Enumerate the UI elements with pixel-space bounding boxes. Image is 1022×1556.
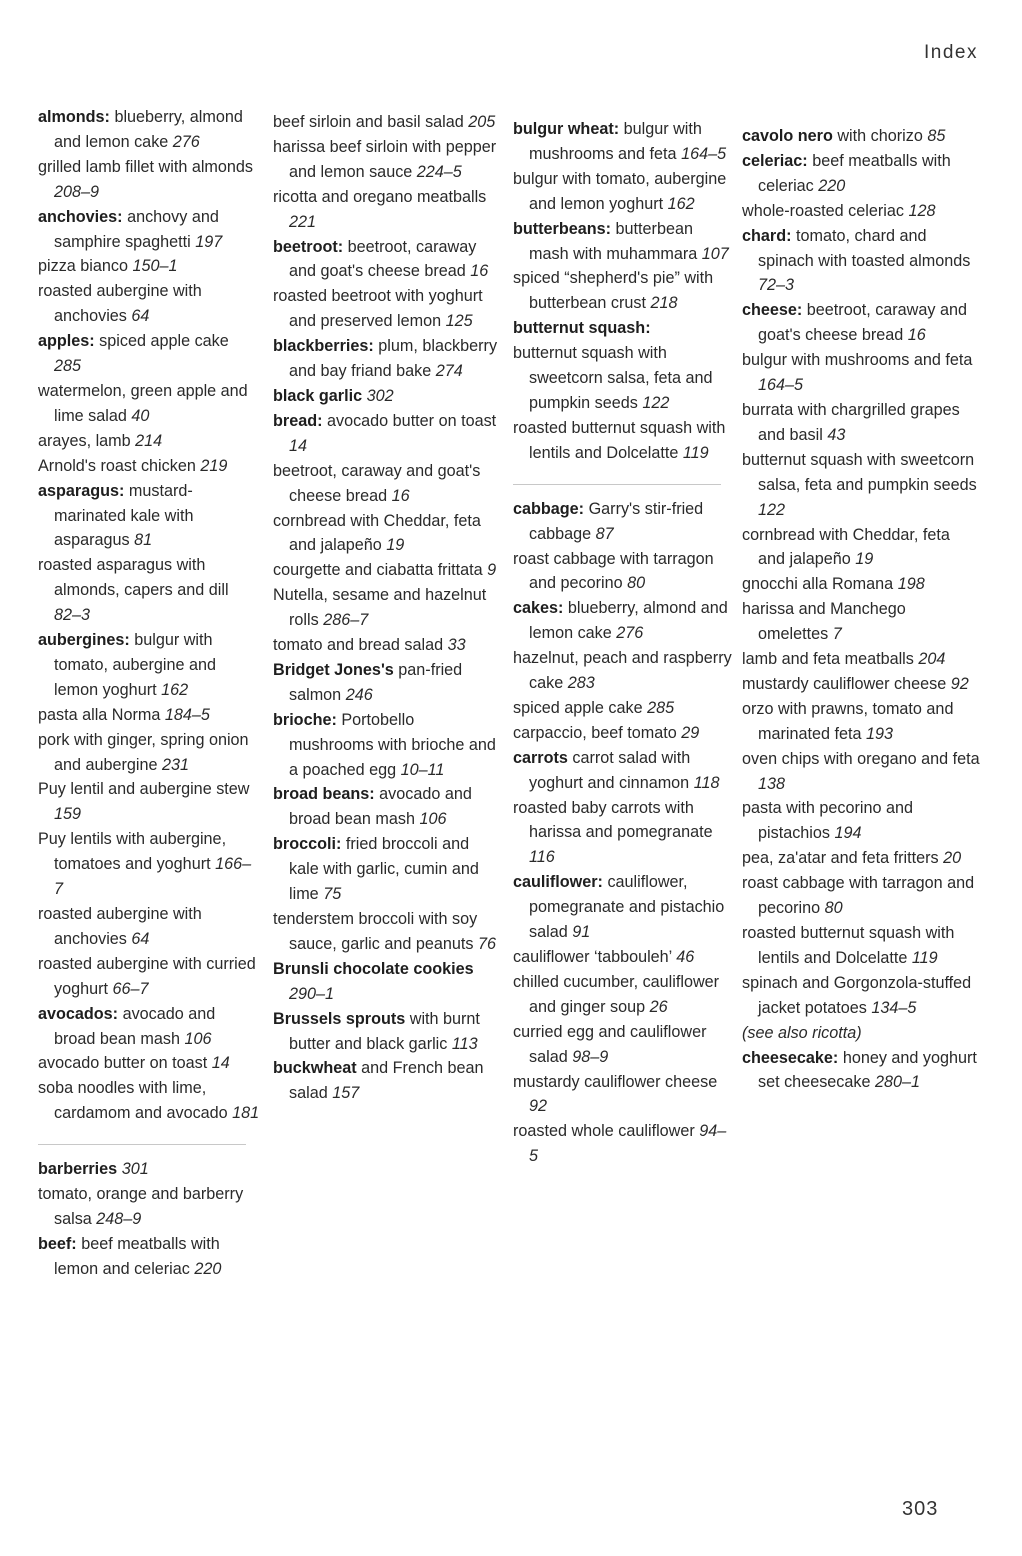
index-subentry-text: with burnt butter and black garlic	[289, 1009, 480, 1053]
index-subentry-text: spiced apple cake	[99, 332, 229, 351]
index-entry	[273, 135, 503, 185]
index-subentry-text: bulgur with mushrooms and feta	[742, 351, 973, 370]
page-reference: 113	[451, 1034, 478, 1053]
index-entry	[742, 597, 980, 647]
index-entry	[742, 747, 980, 797]
index-term: almonds:	[38, 108, 115, 126]
section-divider	[513, 484, 721, 485]
index-subentry-text: roasted butternut squash with lentils and Dolcelatte	[742, 924, 955, 967]
page-reference: 197	[195, 232, 223, 251]
page-reference: 164–5	[758, 376, 804, 395]
index-entry	[38, 454, 260, 479]
index-entry	[273, 1007, 503, 1057]
index-subentry-text: harissa beef sirloin with pepper and lemon sauce	[273, 137, 497, 181]
page-reference: 150–1	[132, 257, 178, 276]
index-term: apples:	[38, 332, 100, 351]
page-reference: 33	[447, 636, 466, 655]
index-entry	[273, 832, 503, 907]
page-reference: 290–1	[289, 984, 335, 1003]
page-reference: 7	[832, 625, 842, 644]
page-reference: 40	[131, 406, 150, 425]
page-reference: 166–7	[54, 855, 252, 899]
index-entry	[38, 703, 260, 728]
index-entry	[38, 777, 260, 827]
page-reference: 76	[477, 934, 496, 953]
page-reference: 276	[616, 624, 644, 643]
page-reference: 301	[121, 1160, 149, 1179]
index-entry	[513, 341, 735, 416]
index-subentry-text: oven chips with oregano and feta	[742, 749, 980, 768]
page-reference: 20	[943, 849, 962, 868]
index-subentry-text: roast cabbage with tarragon and pecorino	[513, 549, 714, 593]
index-entry	[273, 633, 503, 658]
index-entry	[38, 379, 260, 429]
index-entry	[38, 429, 260, 454]
index-entry	[273, 110, 503, 135]
index-entry	[273, 583, 503, 633]
page-reference: 159	[54, 805, 82, 824]
index-entry	[38, 728, 260, 778]
index-column-4	[742, 124, 980, 1095]
index-entry	[513, 796, 735, 871]
index-subentry-text: with chorizo	[837, 127, 923, 145]
index-term: cauliflower:	[513, 873, 608, 892]
index-subentry-text: watermelon, green apple and lime salad	[38, 381, 248, 425]
index-term: cakes:	[513, 599, 568, 618]
index-entry	[513, 1119, 735, 1169]
index-entry	[513, 970, 735, 1020]
index-entry	[513, 646, 735, 696]
page-reference: 19	[855, 550, 874, 569]
page-reference: 198	[897, 575, 925, 594]
index-column-3	[513, 117, 735, 1169]
index-term: beef:	[38, 1234, 82, 1253]
index-entry	[742, 1046, 980, 1096]
page-reference: 85	[927, 127, 946, 145]
page-reference: 118	[693, 773, 720, 792]
page-reference: 193	[865, 724, 893, 743]
index-subentry-text: bulgur with tomato, aubergine and lemon yoghurt	[513, 169, 727, 213]
index-subentry-text: beetroot, caraway and goat's cheese bread	[273, 461, 481, 505]
page-reference: 92	[950, 674, 969, 693]
index-subentry-text: beetroot, caraway and goat's cheese bread	[758, 301, 967, 345]
index-subentry-text: chilled cucumber, cauliflower and ginger soup	[513, 972, 720, 1016]
page-reference: 218	[650, 294, 678, 313]
index-entry	[513, 316, 735, 341]
page-reference: 219	[200, 456, 228, 475]
index-entry	[273, 334, 503, 384]
page-reference: 248–9	[96, 1209, 142, 1228]
index-entry	[38, 329, 260, 379]
index-subentry-text: pizza bianco	[38, 257, 128, 276]
index-entry	[742, 348, 980, 398]
page-reference: 162	[161, 680, 189, 699]
page-reference: 98–9	[572, 1047, 609, 1066]
index-entry	[273, 708, 503, 783]
index-term: blackberries:	[273, 337, 379, 356]
index-term: bulgur wheat:	[513, 120, 624, 138]
index-entry	[742, 572, 980, 597]
index-subentry-text: anchovy and samphire spaghetti	[54, 207, 219, 251]
index-term: carrots	[513, 748, 573, 767]
page-reference: 280–1	[874, 1073, 920, 1092]
index-entry	[273, 459, 503, 509]
index-subentry-text: orzo with prawns, tomato and marinated feta	[742, 699, 954, 743]
index-subentry-text: roasted aubergine with anchovies	[38, 282, 202, 326]
page-reference: 66–7	[112, 979, 149, 998]
index-entry	[38, 479, 260, 554]
page-reference: 220	[194, 1259, 222, 1278]
index-subentry-text: spinach and Gorgonzola-stuffed jacket potatoes	[742, 973, 972, 1017]
index-entry	[742, 697, 980, 747]
page-reference: 29	[681, 723, 700, 742]
index-term: chard:	[742, 226, 796, 245]
page-reference: 162	[667, 194, 695, 213]
index-subentry-text: carrot salad with yoghurt and cinnamon	[529, 748, 691, 792]
page-reference: 285	[647, 698, 675, 717]
index-term: Brunsli chocolate cookies	[273, 959, 474, 978]
index-subentry-text: pasta with pecorino and pistachios	[742, 799, 913, 843]
index-subentry-text: roasted beetroot with yoghurt and preserved lemon	[273, 287, 483, 331]
index-entry	[38, 902, 260, 952]
index-subentry-text: cauliflower, pomegranate and pistachio salad	[529, 873, 725, 942]
index-term: bread:	[273, 411, 327, 430]
index-entry	[273, 658, 503, 708]
page-reference: 194	[834, 824, 862, 843]
index-subentry-text: pan-fried salmon	[289, 660, 463, 704]
page-reference: 208–9	[54, 182, 100, 201]
index-subentry-text: Nutella, sesame and hazelnut rolls	[273, 586, 487, 630]
page-reference: 80	[824, 899, 843, 918]
index-entry	[513, 547, 735, 597]
index-subentry-text: arayes, lamb	[38, 431, 131, 450]
index-subentry-text: Arnold's roast chicken	[38, 456, 196, 475]
index-subentry-text: avocado and broad bean mash	[54, 1004, 216, 1048]
index-entry	[742, 224, 980, 299]
index-entry	[273, 782, 503, 832]
page-reference: 80	[627, 574, 646, 593]
index-subentry-text: harissa and Manchego omelettes	[742, 600, 906, 644]
index-term: black garlic	[273, 386, 363, 405]
index-term: butterbeans:	[513, 219, 616, 238]
index-entry	[513, 266, 735, 316]
index-subentry-text: roast cabbage with tarragon and pecorino	[742, 874, 975, 918]
index-subentry-text: butterbean mash with muhammara	[529, 219, 698, 263]
index-subentry-text: avocado butter on toast	[326, 411, 497, 430]
page-reference: 181	[232, 1104, 260, 1123]
index-subentry-text: roasted baby carrots with harissa and pomegranate	[513, 798, 713, 842]
page-reference: 14	[289, 436, 308, 455]
page-reference: 122	[642, 393, 670, 412]
page-reference: 75	[323, 885, 342, 904]
index-subentry-text: carpaccio, beef tomato	[513, 723, 677, 742]
index-subentry-text: cauliflower ‘tabbouleh’	[513, 948, 672, 966]
index-term: avocados:	[38, 1004, 123, 1023]
page-reference: 81	[134, 531, 153, 550]
page-reference: 119	[911, 948, 938, 967]
index-entry	[742, 846, 980, 871]
index-subentry-text: whole-roasted celeriac	[742, 201, 904, 220]
index-subentry-text: roasted asparagus with almonds, capers and dill	[38, 556, 229, 600]
index-entry	[513, 746, 735, 796]
index-subentry-text: and French bean salad	[289, 1059, 484, 1103]
page-reference: 283	[567, 674, 595, 693]
index-subentry-text: pork with ginger, spring onion and aubergine	[38, 730, 249, 774]
index-entry	[742, 398, 980, 448]
index-term: Brussels sprouts	[273, 1009, 410, 1028]
page-reference: 157	[332, 1084, 360, 1103]
index-term: broccoli:	[273, 835, 346, 854]
index-entry	[742, 448, 980, 523]
index-entry	[273, 558, 503, 583]
index-entry	[513, 416, 735, 466]
index-entry	[38, 205, 260, 255]
index-subentry-text: courgette and ciabatta frittata	[273, 561, 483, 580]
page-reference: 43	[827, 425, 846, 444]
index-term: butternut squash:	[513, 319, 651, 338]
index-entry	[513, 696, 735, 721]
index-column-1	[38, 105, 260, 1282]
index-entry	[513, 721, 735, 746]
index-term: barberries	[38, 1160, 118, 1179]
index-term: beetroot:	[273, 237, 348, 256]
index-entry	[38, 1232, 260, 1282]
index-entry	[38, 1182, 260, 1232]
page-reference: 82–3	[54, 606, 91, 625]
index-entry	[273, 235, 503, 285]
index-subentry-text: Puy lentil and aubergine stew	[38, 780, 250, 799]
index-subentry-text: tomato and bread salad	[273, 636, 444, 655]
index-entry	[742, 523, 980, 573]
index-entry	[38, 279, 260, 329]
index-entry	[742, 971, 980, 1021]
page-reference: 107	[701, 244, 729, 263]
index-entry	[38, 628, 260, 703]
index-entry	[38, 553, 260, 628]
index-subentry-text: roasted aubergine with anchovies	[38, 905, 202, 948]
index-subentry-text: butternut squash with sweetcorn salsa, feta and pumpkin seeds	[742, 450, 977, 494]
running-header: Index	[924, 42, 978, 63]
page-reference: 164–5	[681, 144, 727, 163]
index-entry	[38, 254, 260, 279]
index-entry	[513, 596, 735, 646]
index-entry	[742, 921, 980, 971]
index-subentry-text: grilled lamb fillet with almonds	[38, 157, 254, 176]
index-entry	[38, 1076, 260, 1126]
index-term: asparagus:	[38, 481, 129, 500]
index-column-2	[273, 110, 503, 1106]
index-subentry-text: lamb and feta meatballs	[742, 650, 914, 669]
index-subentry-text: beef sirloin and basil salad	[273, 113, 464, 131]
index-term: cheese:	[742, 301, 807, 320]
index-subentry-text: butternut squash with sweetcorn salsa, feta and pumpkin seeds	[513, 344, 713, 412]
index-entry	[273, 409, 503, 459]
page-reference: 106	[184, 1029, 212, 1048]
index-entry	[38, 155, 260, 205]
index-subentry-text: gnocchi alla Romana	[742, 575, 894, 594]
page-reference: 10–11	[400, 760, 445, 779]
page-reference: 64	[131, 307, 150, 326]
index-subentry-text: mustardy cauliflower cheese	[513, 1072, 718, 1091]
index-entry	[273, 284, 503, 334]
index-entry	[38, 1002, 260, 1052]
page-reference: 72–3	[758, 276, 795, 295]
page-reference: 205	[468, 113, 496, 131]
index-entry	[742, 871, 980, 921]
page-reference: 64	[131, 929, 150, 948]
index-term: Bridget Jones's	[273, 660, 399, 679]
index-term: anchovies:	[38, 207, 128, 226]
page-reference: 184–5	[164, 705, 210, 724]
page-reference: 91	[572, 923, 591, 942]
index-entry	[513, 117, 735, 167]
index-entry	[273, 384, 503, 409]
page-reference: 274	[435, 362, 463, 381]
index-subentry-text: plum, blackberry and bay friand bake	[289, 337, 498, 381]
index-entry	[513, 870, 735, 945]
index-entry	[513, 1020, 735, 1070]
index-entry	[742, 199, 980, 224]
index-subentry-text: beef meatballs with celeriac	[758, 151, 951, 195]
page-reference: 92	[529, 1097, 548, 1116]
index-subentry-text: beef meatballs with lemon and celeriac	[54, 1234, 220, 1278]
page-reference: 116	[529, 848, 555, 867]
page-reference: 221	[289, 212, 317, 231]
page-reference: 26	[649, 997, 668, 1016]
page-reference: 16	[391, 486, 410, 505]
index-entry	[38, 1157, 260, 1182]
page-reference: 14	[211, 1054, 230, 1073]
page-reference: 128	[908, 201, 936, 220]
index-subentry-text: spiced “shepherd's pie” with butterbean crust	[513, 269, 714, 313]
index-entry	[273, 907, 503, 957]
page-reference: 276	[172, 132, 200, 151]
index-entry	[742, 149, 980, 199]
index-subentry-text: soba noodles with lime, cardamom and avocado	[38, 1079, 228, 1123]
page-reference: 87	[595, 524, 614, 543]
index-subentry-text: beetroot, caraway and goat's cheese bread	[289, 237, 477, 281]
index-subentry-text: tenderstem broccoli with soy sauce, garlic and peanuts	[273, 910, 478, 953]
index-subentry-text: spiced apple cake	[513, 698, 643, 717]
index-subentry-text: bulgur with tomato, aubergine and lemon yoghurt	[54, 631, 216, 699]
index-term: aubergines:	[38, 631, 135, 650]
index-entry	[38, 952, 260, 1002]
index-entry	[513, 497, 735, 547]
page-reference: 46	[676, 948, 695, 966]
page-reference: 286–7	[323, 611, 369, 630]
page-number: 303	[902, 1498, 939, 1520]
index-subentry-text: blueberry, almond and lemon cake	[529, 599, 728, 643]
index-subentry-text: mustardy cauliflower cheese	[742, 674, 947, 693]
index-subentry-text: fried broccoli and kale with garlic, cumin and lime	[289, 835, 479, 904]
page-reference: 16	[470, 262, 489, 281]
index-entry	[273, 509, 503, 559]
page-reference: 9	[487, 561, 497, 580]
index-subentry-text: honey and yoghurt set cheesecake	[758, 1048, 977, 1092]
index-entry	[273, 1056, 503, 1106]
index-term: buckwheat	[273, 1059, 362, 1078]
index-term: cavolo nero	[742, 127, 838, 145]
page-reference: 214	[135, 431, 163, 450]
page-reference: 138	[758, 774, 786, 793]
index-subentry-text: tomato, chard and spinach with toasted almonds	[758, 226, 971, 270]
index-entry	[513, 217, 735, 267]
page-reference: 106	[419, 810, 447, 829]
index-subentry-text: cornbread with Cheddar, feta and jalapeño	[742, 525, 950, 569]
index-subentry-text: blueberry, almond and lemon cake	[54, 108, 243, 151]
index-subentry-text: pea, za'atar and feta fritters	[742, 849, 939, 868]
index-subentry-text: roasted aubergine with curried yoghurt	[38, 954, 256, 998]
index-subentry-text: ricotta and oregano meatballs	[273, 187, 487, 206]
index-subentry-text: hazelnut, peach and raspberry cake	[513, 649, 732, 693]
page-reference: 134–5	[871, 998, 917, 1017]
index-subentry-text: bulgur with mushrooms and feta	[529, 120, 702, 163]
index-subentry-text: roasted whole cauliflower	[513, 1122, 695, 1141]
page-reference: 302	[366, 386, 394, 405]
index-entry	[742, 672, 980, 697]
page-reference: 204	[918, 650, 946, 669]
page-reference: 231	[162, 755, 190, 774]
index-entry	[513, 1070, 735, 1120]
index-entry	[742, 647, 980, 672]
index-subentry-text: burrata with chargrilled grapes and basil	[742, 400, 960, 444]
index-term: brioche:	[273, 710, 342, 729]
index-subentry-text: avocado butter on toast	[38, 1054, 208, 1073]
index-term: cabbage:	[513, 499, 589, 518]
section-divider	[38, 1144, 246, 1145]
index-subentry-text: cornbread with Cheddar, feta and jalapeño	[273, 511, 481, 555]
page-reference: 285	[54, 357, 82, 376]
index-entry	[742, 796, 980, 846]
page-reference: 220	[818, 176, 846, 195]
index-entry	[742, 1021, 980, 1046]
index-entry	[742, 298, 980, 348]
index-subentry-text: tomato, orange and barberry salsa	[38, 1185, 244, 1228]
index-subentry-text: Garry's stir-fried cabbage	[529, 499, 704, 543]
index-entry	[38, 827, 260, 902]
page-reference: 19	[386, 536, 405, 555]
index-subentry-text: avocado and broad bean mash	[289, 785, 472, 829]
index-subentry-text: pasta alla Norma	[38, 705, 161, 724]
index-subentry-text: mustard-marinated kale with asparagus	[54, 481, 194, 550]
index-subentry-text: roasted butternut squash with lentils and Dolcelatte	[513, 418, 726, 462]
index-term: cheesecake:	[742, 1048, 843, 1067]
page-reference: 125	[445, 312, 473, 331]
index-entry	[38, 105, 260, 155]
page-reference: 94–5	[529, 1122, 727, 1166]
page-reference: 122	[758, 500, 786, 519]
index-entry	[273, 957, 503, 1007]
cross-reference: (see also ricotta)	[742, 1023, 862, 1042]
index-entry	[273, 185, 503, 235]
page-reference: 119	[682, 443, 709, 462]
page-reference: 16	[907, 326, 926, 345]
index-entry	[513, 945, 735, 970]
index-subentry-text: Puy lentils with aubergine, tomatoes and yoghurt	[38, 830, 227, 874]
index-entry	[513, 167, 735, 217]
index-subentry-text: Portobello mushrooms with brioche and a poached egg	[289, 710, 496, 779]
index-subentry-text: curried egg and cauliflower salad	[513, 1022, 707, 1066]
index-term: broad beans:	[273, 785, 380, 804]
index-term: celeriac:	[742, 151, 813, 170]
index-entry	[742, 124, 980, 149]
page-reference: 224–5	[416, 162, 462, 181]
page-reference: 246	[345, 685, 373, 704]
index-entry	[38, 1051, 260, 1076]
